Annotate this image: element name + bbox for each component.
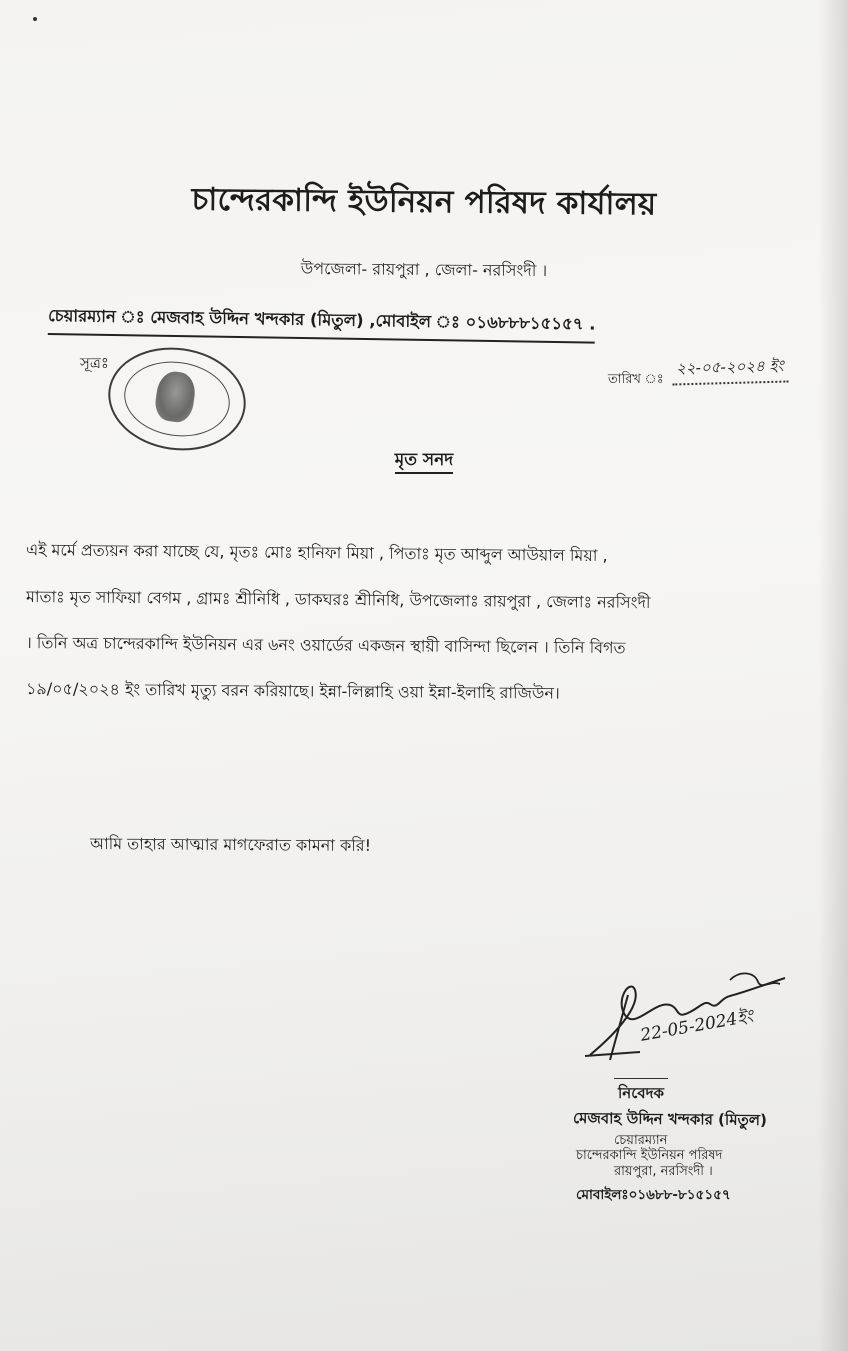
signatory-name: মেজবাহ উদ্দিন খন্দকার (মিতুল)	[572, 1108, 767, 1130]
signatory-place: রায়পুরা, নরসিংদী ।	[614, 1164, 713, 1179]
body-line-2: মাতাঃ মৃত সাফিয়া বেগম , গ্রামঃ শ্রীনিধি , ডাকঘরঃ শ্রীনিধি, উপজেলাঃ রায়পুরা , জেলাঃ নরসিংদী	[25, 587, 651, 612]
date-label: তারিখ ঃ	[608, 372, 664, 387]
signatory-mobile: মোবাইলঃ০১৬৮৮-৮১৫১৫৭	[576, 1187, 731, 1203]
document-heading	[0, 447, 848, 475]
body-line-4: ১৯/০৫/২০২৪ ইং তারিখ মৃত্যু বরন করিয়াছে। ইন্না-লিল্লাহি ওয়া ইন্না-ইলাহি রাজিউন।	[25, 679, 560, 703]
signature-date: 22-05-2024ইং	[638, 1006, 755, 1046]
signatory-designation: চেয়ারম্যান	[614, 1133, 668, 1148]
chairman-contact-line: চেয়ারম্যান ঃ মেজবাহ উদ্দিন খন্দকার (মিতুল) ,মোবাইল ঃ ০১৬৮৮৮১৫১৫৭ .	[48, 303, 596, 344]
page-edge-shadow	[818, 0, 848, 1351]
seal-portrait	[153, 369, 198, 424]
union-parishad-seal	[102, 339, 253, 459]
issue-date: ২২-০৫-২০২৪ ইং	[672, 354, 789, 385]
applicant-label: নিবেদক	[618, 1082, 664, 1107]
office-address: উপজেলা- রায়পুরা , জেলা- নরসিংদী ।	[300, 258, 548, 281]
closing-prayer: আমি তাহার আত্মার মাগফেরাত কামনা করি!	[89, 834, 372, 855]
office-title: চান্দেরকান্দি ইউনিয়ন পরিষদ কার্যালয়	[191, 181, 657, 223]
document-heading-text: মৃত সনদ	[395, 450, 453, 474]
body-line-3: । তিনি অত্র চান্দেরকান্দি ইউনিয়ন এর ৬নং ওয়ার্ডের একজন স্থায়ী বাসিন্দা ছিলেন । তিনি বিগত	[25, 633, 626, 658]
ink-speck	[33, 17, 37, 21]
signatory-union: চান্দেরকান্দি ইউনিয়ন পরিষদ	[576, 1148, 723, 1163]
body-line-1: এই মর্মে প্রত্যয়ন করা যাচ্ছে যে, মৃতঃ মোঃ হানিফা মিয়া , পিতাঃ মৃত আব্দুল আউয়াল মিয়া ,	[25, 540, 608, 566]
reference-label: সূত্রঃ	[80, 354, 109, 372]
